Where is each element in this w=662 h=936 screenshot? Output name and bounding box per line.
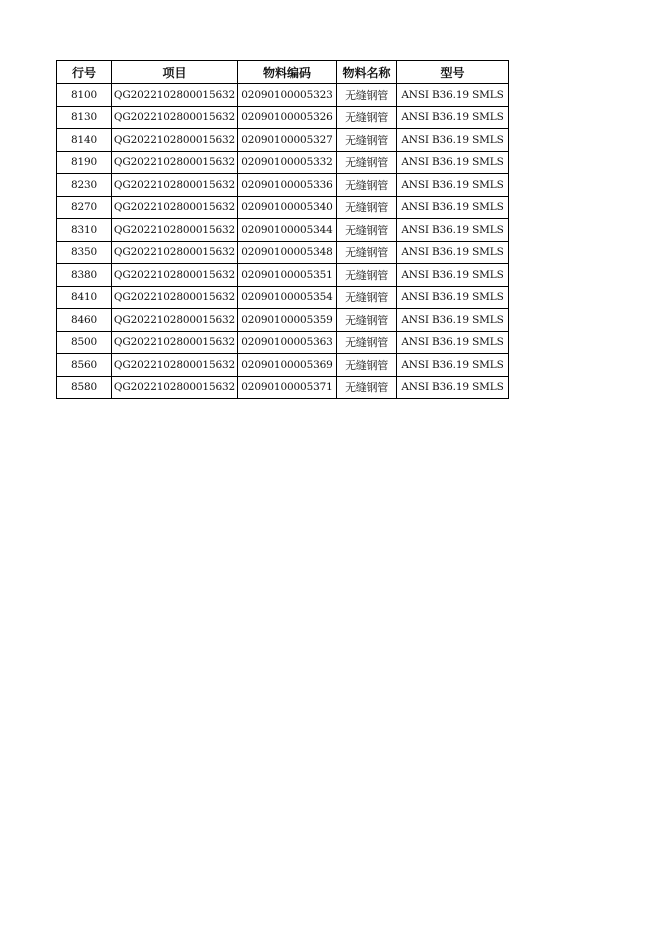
cell-material-code: 02090100005323 xyxy=(238,84,337,107)
cell-material-name: 无缝钢管 xyxy=(337,174,397,197)
cell-line-no: 8580 xyxy=(57,376,112,399)
materials-table xyxy=(56,60,509,399)
cell-project: QG2022102800015632 xyxy=(112,264,238,287)
cell-model: ANSI B36.19 SMLS xyxy=(397,174,509,197)
cell-material-name: 无缝钢管 xyxy=(337,151,397,174)
cell-model: ANSI B36.19 SMLS xyxy=(397,151,509,174)
table-row xyxy=(57,309,509,332)
cell-material-name: 无缝钢管 xyxy=(337,106,397,129)
cell-line-no: 8270 xyxy=(57,196,112,219)
cell-line-no: 8140 xyxy=(57,129,112,152)
header-row xyxy=(57,61,509,84)
cell-material-code: 02090100005369 xyxy=(238,354,337,377)
cell-model: ANSI B36.19 SMLS xyxy=(397,129,509,152)
table-row xyxy=(57,196,509,219)
cell-model: ANSI B36.19 SMLS xyxy=(397,196,509,219)
header-material-code: 物料编码 xyxy=(238,61,337,84)
cell-project: QG2022102800015632 xyxy=(112,286,238,309)
cell-material-name: 无缝钢管 xyxy=(337,264,397,287)
cell-project: QG2022102800015632 xyxy=(112,309,238,332)
header-project: 项目 xyxy=(112,61,238,84)
table-row xyxy=(57,151,509,174)
cell-material-name: 无缝钢管 xyxy=(337,309,397,332)
table-row xyxy=(57,354,509,377)
cell-project: QG2022102800015632 xyxy=(112,151,238,174)
cell-model: ANSI B36.19 SMLS xyxy=(397,106,509,129)
header-material-name: 物料名称 xyxy=(337,61,397,84)
cell-material-code: 02090100005327 xyxy=(238,129,337,152)
table-row xyxy=(57,174,509,197)
cell-material-code: 02090100005359 xyxy=(238,309,337,332)
cell-material-code: 02090100005371 xyxy=(238,376,337,399)
cell-project: QG2022102800015632 xyxy=(112,129,238,152)
cell-material-code: 02090100005354 xyxy=(238,286,337,309)
cell-material-code: 02090100005340 xyxy=(238,196,337,219)
cell-material-name: 无缝钢管 xyxy=(337,84,397,107)
cell-material-name: 无缝钢管 xyxy=(337,196,397,219)
cell-line-no: 8130 xyxy=(57,106,112,129)
cell-model: ANSI B36.19 SMLS xyxy=(397,241,509,264)
cell-project: QG2022102800015632 xyxy=(112,84,238,107)
cell-model: ANSI B36.19 SMLS xyxy=(397,354,509,377)
cell-material-name: 无缝钢管 xyxy=(337,331,397,354)
cell-model: ANSI B36.19 SMLS xyxy=(397,219,509,242)
cell-line-no: 8100 xyxy=(57,84,112,107)
cell-material-code: 02090100005326 xyxy=(238,106,337,129)
cell-model: ANSI B36.19 SMLS xyxy=(397,331,509,354)
table-row xyxy=(57,241,509,264)
cell-material-name: 无缝钢管 xyxy=(337,241,397,264)
table-row xyxy=(57,264,509,287)
cell-line-no: 8380 xyxy=(57,264,112,287)
table-row xyxy=(57,286,509,309)
cell-line-no: 8230 xyxy=(57,174,112,197)
cell-project: QG2022102800015632 xyxy=(112,106,238,129)
cell-material-code: 02090100005336 xyxy=(238,174,337,197)
cell-model: ANSI B36.19 SMLS xyxy=(397,84,509,107)
cell-project: QG2022102800015632 xyxy=(112,241,238,264)
cell-model: ANSI B36.19 SMLS xyxy=(397,286,509,309)
table-row xyxy=(57,106,509,129)
cell-material-code: 02090100005348 xyxy=(238,241,337,264)
table-row xyxy=(57,376,509,399)
table-body xyxy=(57,84,509,399)
cell-material-name: 无缝钢管 xyxy=(337,286,397,309)
cell-material-name: 无缝钢管 xyxy=(337,354,397,377)
cell-material-code: 02090100005332 xyxy=(238,151,337,174)
cell-material-code: 02090100005363 xyxy=(238,331,337,354)
cell-material-code: 02090100005344 xyxy=(238,219,337,242)
table-row xyxy=(57,219,509,242)
cell-line-no: 8500 xyxy=(57,331,112,354)
header-model: 型号 xyxy=(397,61,509,84)
cell-line-no: 8410 xyxy=(57,286,112,309)
cell-material-name: 无缝钢管 xyxy=(337,219,397,242)
table-row xyxy=(57,331,509,354)
cell-project: QG2022102800015632 xyxy=(112,376,238,399)
header-line-no: 行号 xyxy=(57,61,112,84)
cell-material-name: 无缝钢管 xyxy=(337,376,397,399)
cell-line-no: 8560 xyxy=(57,354,112,377)
cell-line-no: 8190 xyxy=(57,151,112,174)
table-row xyxy=(57,129,509,152)
cell-model: ANSI B36.19 SMLS xyxy=(397,309,509,332)
cell-project: QG2022102800015632 xyxy=(112,196,238,219)
cell-material-name: 无缝钢管 xyxy=(337,129,397,152)
cell-project: QG2022102800015632 xyxy=(112,331,238,354)
cell-model: ANSI B36.19 SMLS xyxy=(397,264,509,287)
cell-project: QG2022102800015632 xyxy=(112,174,238,197)
cell-project: QG2022102800015632 xyxy=(112,354,238,377)
cell-material-code: 02090100005351 xyxy=(238,264,337,287)
table-row xyxy=(57,84,509,107)
cell-line-no: 8350 xyxy=(57,241,112,264)
cell-model: ANSI B36.19 SMLS xyxy=(397,376,509,399)
cell-line-no: 8460 xyxy=(57,309,112,332)
cell-line-no: 8310 xyxy=(57,219,112,242)
cell-project: QG2022102800015632 xyxy=(112,219,238,242)
